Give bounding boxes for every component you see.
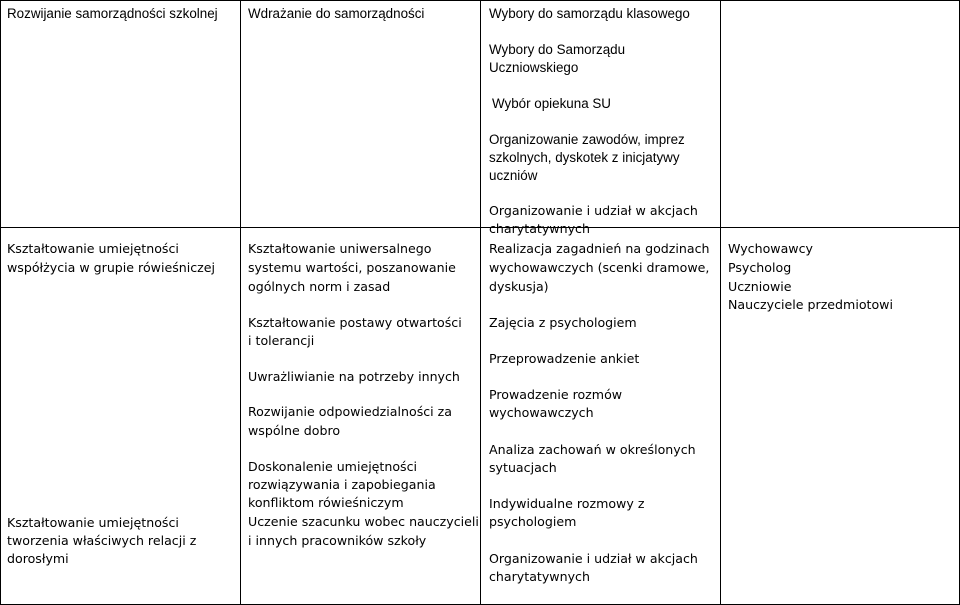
cell-text: Uczniowie [728, 279, 792, 294]
cell-text: Wdrażanie do samorządności [248, 6, 425, 21]
table-border-left [0, 0, 1, 605]
cell-text: Doskonalenie umiejętności [248, 459, 418, 474]
column-divider [720, 0, 721, 605]
cell-text: Kształtowanie umiejętności [7, 515, 179, 530]
cell-text: wychowawczych (scenki dramowe, [489, 260, 710, 275]
cell-text: Realizacja zagadnień na godzinach [489, 241, 710, 256]
column-divider [480, 0, 481, 605]
cell-text: Organizowanie zawodów, imprez [489, 132, 685, 147]
cell-text: Uwrażliwianie na potrzeby innych [248, 369, 460, 384]
cell-text: sytuacjach [489, 460, 557, 475]
cell-text: Kształtowanie uniwersalnego [248, 241, 432, 256]
cell-text: Analiza zachowań w określonych [489, 442, 696, 457]
cell-text: szkolnych, dyskotek z inicjatywy [489, 150, 680, 165]
cell-text: psychologiem [489, 514, 577, 529]
cell-text: Wybór opiekuna SU [492, 96, 611, 111]
cell-text: Kształtowanie postawy otwartości [248, 315, 462, 330]
cell-text: Rozwijanie samorządności szkolnej [7, 6, 218, 21]
cell-text: charytatywnych [489, 221, 590, 236]
cell-text: Uczniowskiego [489, 60, 579, 75]
cell-text: Wychowawcy [728, 241, 813, 256]
cell-text: współżycia w grupie rówieśniczej [7, 260, 216, 275]
cell-text: wychowawczych [489, 405, 594, 420]
cell-text: i tolerancji [248, 333, 315, 348]
cell-text: Prowadzenie rozmów [489, 387, 623, 402]
cell-text: konfliktom rówieśniczym [248, 495, 404, 510]
cell-text: Organizowanie i udział w akcjach [489, 551, 698, 566]
cell-text: Organizowanie i udział w akcjach [489, 203, 698, 218]
cell-text: Uczenie szacunku wobec nauczycieli [248, 514, 479, 529]
cell-text: Zajęcia z psychologiem [489, 315, 637, 330]
cell-text: tworzenia właściwych relacji z [7, 533, 197, 548]
cell-text: Wybory do Samorządu [489, 42, 626, 57]
cell-text: Rozwijanie odpowiedzialności za [248, 404, 453, 419]
cell-text: Wybory do samorządu klasowego [489, 6, 690, 21]
cell-text: systemu wartości, poszanowanie [248, 260, 456, 275]
cell-text: dyskusja) [489, 279, 549, 294]
cell-text: ogólnych norm i zasad [248, 279, 391, 294]
cell-text: dorosłymi [7, 551, 69, 566]
cell-text: i innych pracowników szkoły [248, 533, 427, 548]
cell-text: wspólne dobro [248, 423, 341, 438]
cell-text: uczniów [489, 168, 538, 183]
cell-text: Kształtowanie umiejętności [7, 241, 179, 256]
cell-text: Przeprowadzenie ankiet [489, 351, 640, 366]
cell-text: Nauczyciele przedmiotowi [728, 297, 893, 312]
cell-text: Psycholog [728, 260, 792, 275]
cell-text: charytatywnych [489, 569, 590, 584]
column-divider [240, 0, 241, 605]
cell-text: Indywidualne rozmowy z [489, 496, 645, 511]
cell-text: rozwiązywania i zapobiegania [248, 477, 436, 492]
